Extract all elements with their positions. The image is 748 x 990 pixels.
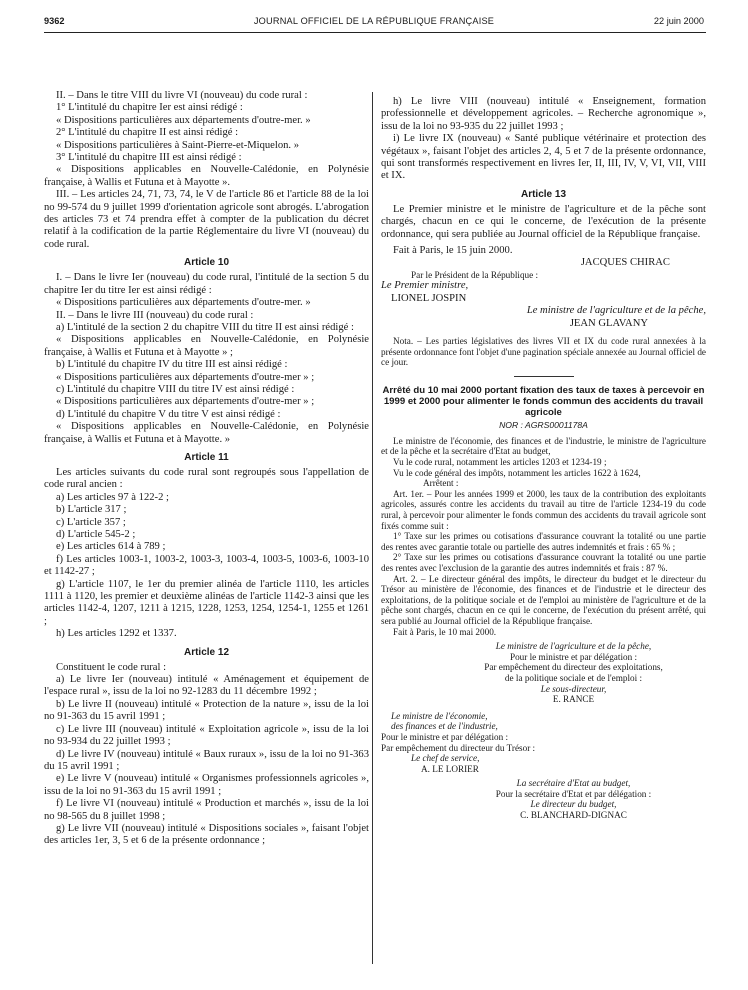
paragraph: « Dispositions particulières aux départements d'outre-mer » ; bbox=[56, 396, 315, 408]
article-12-heading: Article 12 bbox=[183, 646, 230, 658]
paragraph: 3° L'intitulé du chapitre III est ainsi rédigé : bbox=[56, 152, 242, 164]
paragraph: b) Le livre II (nouveau) intitulé « Protection de la nature », issu de la loi no 91-363 du 15 avril 1991 ; bbox=[44, 698, 369, 723]
page-header bbox=[44, 14, 704, 30]
paragraph: « Dispositions particulières aux départements d'outre-mer » ; bbox=[56, 371, 315, 383]
paragraph: g) Le livre VII (nouveau) intitulé « Dispositions sociales », faisant l'objet des articles 1er, 3, 5 et 6 de la présente ordonnance ; bbox=[44, 822, 369, 847]
header-rule bbox=[44, 32, 706, 33]
page-number: 9362 bbox=[44, 16, 65, 26]
paragraph: 1° L'intitulé du chapitre Ier est ainsi rédigé : bbox=[56, 102, 243, 114]
paragraph: II. – Dans le livre III (nouveau) du code rural : bbox=[56, 309, 254, 321]
paragraph: Vu le code général des impôts, notamment les articles 1622 à 1624, bbox=[393, 467, 641, 478]
paragraph: h) Le livre VIII (nouveau) intitulé « Enseignement, formation professionnelle et développement agricoles. – Recherche agronomique », issu de la loi no 93-935 du 22 juillet 1993 ; bbox=[381, 96, 706, 132]
fait-a-paris-1: Fait à Paris, le 15 juin 2000. bbox=[393, 245, 513, 257]
nota-paragraph: Nota. – Les parties législatives des livres VII et IX du code rural annexées à la présente ordonnance font l'objet d'une pagination spéciale annexée au Journal officiel de ce jour. bbox=[381, 336, 706, 368]
paragraph: « Dispositions particulières à Saint-Pierre-et-Miquelon. » bbox=[56, 139, 300, 151]
article-13-heading: Article 13 bbox=[520, 188, 567, 200]
paragraph: Arrêtent : bbox=[423, 478, 459, 489]
signature-line: Par empêchement du directeur des exploitations, bbox=[484, 662, 663, 673]
paragraph: I. – Dans le livre Ier (nouveau) du code rural, l'intitulé de la section 5 du chapitre Ier du titre Ier est ainsi rédigé : bbox=[44, 272, 369, 296]
paragraph: i) Le livre IX (nouveau) « Santé publique vétérinaire et protection des végétaux », faisant l'objet des articles 2, 4, 5 et 7 de la présente ordonnance, qui sont transformés respectivement en livres Ier, II, III, IV, V, VI, VII, VIII et IX. bbox=[381, 133, 706, 182]
signature-line: Le directeur du budget, bbox=[530, 799, 617, 810]
signature-name: A. LE LORIER bbox=[421, 763, 479, 774]
paragraph: 2° L'intitulé du chapitre II est ainsi rédigé : bbox=[56, 127, 239, 139]
fait-a-paris-2: Fait à Paris, le 10 mai 2000. bbox=[393, 626, 497, 637]
arrete-title: Arrêté du 10 mai 2000 portant fixation des taux de taxes à percevoir en 1999 et 2000 pour alimenter le fonds commun des accidents du travail agricole bbox=[382, 384, 705, 418]
right-column bbox=[381, 96, 706, 821]
paragraph: « Dispositions applicables en Nouvelle-Calédonie, en Polynésie française, à Wallis et Futuna et à Mayotte ». bbox=[44, 164, 369, 188]
signature-line: Par empêchement du directeur du Trésor : bbox=[381, 742, 536, 753]
paragraph: f) Le livre VI (nouveau) intitulé « Production et marchés », issu de la loi no 98-565 du 8 juillet 1998 ; bbox=[44, 798, 369, 822]
paragraph: h) Les articles 1292 et 1337. bbox=[56, 628, 177, 640]
paragraph: f) Les articles 1003-1, 1003-2, 1003-3, 1003-4, 1003-5, 1003-6, 1003-10 et 1142-27 ; bbox=[44, 553, 369, 578]
signature-line: Le ministre de l'économie, bbox=[391, 710, 488, 721]
signature-line: Pour la secrétaire d'Etat et par délégation : bbox=[495, 788, 652, 799]
paragraph: g) L'article 1107, le 1er du premier alinéa de l'article 1110, les articles 1111 à 1120, les premier et deuxième alinéas de l'article 1142-3 ainsi que les articles 1142-4, 1207, 1211 à 1215, 1228, 1253, 1254, 1254-1, 1255 et 1261 ; bbox=[44, 578, 369, 627]
paragraph: Le ministre de l'économie, des finances et de l'industrie, le ministre de l'agriculture et de la pêche et la secrétaire d'Etat au budget, bbox=[381, 435, 706, 457]
signature-line: Le Premier ministre, bbox=[381, 280, 469, 292]
signature-line: Le sous-directeur, bbox=[540, 683, 607, 694]
paragraph: III. – Les articles 24, 71, 73, 74, le V de l'article 86 et l'article 88 de la loi no 99-574 du 9 juillet 1999 d'orientation agricole sont abrogés. L'abrogation des articles 73 et 74 prendra effet à compter de la publication du décret relatif à la codification de la partie Réglementaire du livre VI (nouveau) du code rural. bbox=[44, 189, 369, 250]
paragraph: Le Premier ministre et le ministre de l'agriculture et de la pêche sont chargés, chacun en ce qui le concerne, de l'exécution de la présente ordonnance, qui sera publiée au Journal officiel de la République française. bbox=[381, 203, 706, 240]
column-divider bbox=[372, 92, 373, 964]
publication-date: 22 juin 2000 bbox=[653, 16, 704, 26]
paragraph: « Dispositions particulières aux départements d'outre-mer. » bbox=[56, 297, 311, 309]
paragraph: Constituent le code rural : bbox=[56, 661, 167, 673]
paragraph: d) L'intitulé du chapitre V du titre V est ainsi rédigé : bbox=[56, 408, 281, 420]
article-2-paragraph: Art. 2. – Le directeur général des impôts, le directeur du budget et le directeur du Trésor au ministère de l'économie, des finances et de l'industrie et le directeur des exploitations, de la politique sociale et de l'emploi au ministère de l'agriculture et de la pêche sont chargés, chacun en ce qui le concerne, de l'exécution du présent arrêté, qui sera publié au Journal officiel de la République française. bbox=[381, 573, 706, 626]
paragraph: b) L'article 317 ; bbox=[56, 504, 127, 516]
paragraph: Les articles suivants du code rural sont regroupés sous l'appellation de code rural ancien : bbox=[44, 466, 369, 491]
paragraph: b) L'intitulé du chapitre IV du titre III est ainsi rédigé : bbox=[56, 359, 288, 371]
signature-line: Pour le ministre et par délégation : bbox=[381, 731, 509, 742]
paragraph: e) Le livre V (nouveau) intitulé « Organismes professionnels agricoles », issu de la loi no 91-363 du 15 avril 1991 ; bbox=[44, 773, 369, 797]
signature-line: Le chef de service, bbox=[411, 753, 480, 764]
article-1-paragraph: Art. 1er. – Pour les années 1999 et 2000, les taux de la contribution des exploitants agricoles, assurés contre les accidents du travail au titre de l'article 1234-19 du code rural, à percevoir pour alimenter le fonds commun des accidents du travail agricole sont fixés comme suit : bbox=[381, 488, 706, 531]
signature-president: JACQUES CHIRAC bbox=[580, 257, 670, 269]
paragraph: II. – Dans le titre VIII du livre VI (nouveau) du code rural : bbox=[56, 90, 308, 101]
paragraph: 2° Taxe sur les primes ou cotisations d'assurance couvrant la totalité ou une partie des rentes avec l'exclusion de la garantie des autres indemnités et frais : 87 %. bbox=[381, 552, 706, 573]
paragraph: d) L'article 545-2 ; bbox=[56, 529, 136, 540]
section-separator bbox=[514, 376, 574, 377]
paragraph: e) Les articles 614 à 789 ; bbox=[56, 541, 166, 553]
article-10-heading: Article 10 bbox=[183, 257, 230, 269]
paragraph: « Dispositions applicables en Nouvelle-Calédonie, en Polynésie française, à Wallis et Futuna et à Mayotte. » bbox=[44, 421, 369, 445]
signature-line: Le ministre de l'agriculture et de la pêche, bbox=[495, 641, 652, 652]
paragraph: « Dispositions particulières aux départements d'outre-mer. » bbox=[56, 114, 311, 126]
paragraph: a) Le livre Ier (nouveau) intitulé « Aménagement et équipement de l'espace rural », issu de la loi no 92-1283 du 11 décembre 1992 ; bbox=[44, 674, 369, 698]
paragraph: a) Les articles 97 à 122-2 ; bbox=[56, 491, 169, 503]
paragraph: a) L'intitulé de la section 2 du chapitre VIII du titre II est ainsi rédigé : bbox=[56, 321, 354, 333]
signature-line: Le ministre de l'agriculture et de la pêche, bbox=[526, 305, 706, 317]
article-11-heading: Article 11 bbox=[184, 451, 229, 463]
paragraph: 1° Taxe sur les primes ou cotisations d'assurance couvrant la totalité ou une partie des rentes avec garantie totale ou partielle des autres indemnités et frais : 65 % ; bbox=[381, 531, 706, 552]
signature-name: JEAN GLAVANY bbox=[569, 317, 648, 329]
signature-name: E. RANCE bbox=[552, 694, 595, 705]
paragraph: c) Le livre III (nouveau) intitulé « Exploitation agricole », issu de la loi no 93-934 du 22 juillet 1993 ; bbox=[44, 723, 369, 748]
paragraph: c) L'article 357 ; bbox=[56, 516, 126, 528]
left-column bbox=[44, 90, 369, 848]
paragraph: d) Le livre IV (nouveau) intitulé « Baux ruraux », issu de la loi no 91-363 du 15 avril 1991 ; bbox=[44, 748, 369, 772]
signature-line: La secrétaire d'Etat au budget, bbox=[516, 778, 631, 789]
paragraph: Vu le code rural, notamment les articles 1203 et 1234-19 ; bbox=[393, 457, 607, 468]
paragraph: « Dispositions applicables en Nouvelle-Calédonie, en Polynésie française, à Wallis et Futuna et à Mayotte » ; bbox=[44, 334, 369, 358]
journal-title: JOURNAL OFFICIEL DE LA RÉPUBLIQUE FRANÇAISE bbox=[253, 16, 495, 26]
signature-name: C. BLANCHARD-DIGNAC bbox=[520, 810, 627, 821]
signature-line: des finances et de l'industrie, bbox=[391, 721, 498, 732]
signature-name: LIONEL JOSPIN bbox=[391, 292, 467, 304]
signature-line: de la politique sociale et de l'emploi : bbox=[504, 672, 643, 683]
signature-line: Par le Président de la République : bbox=[411, 269, 539, 280]
paragraph: c) L'intitulé du chapitre VIII du titre IV est ainsi rédigé : bbox=[56, 383, 295, 395]
nor-reference: NOR : AGRS0001178A bbox=[499, 419, 588, 430]
signature-line: Pour le ministre et par délégation : bbox=[509, 651, 638, 662]
